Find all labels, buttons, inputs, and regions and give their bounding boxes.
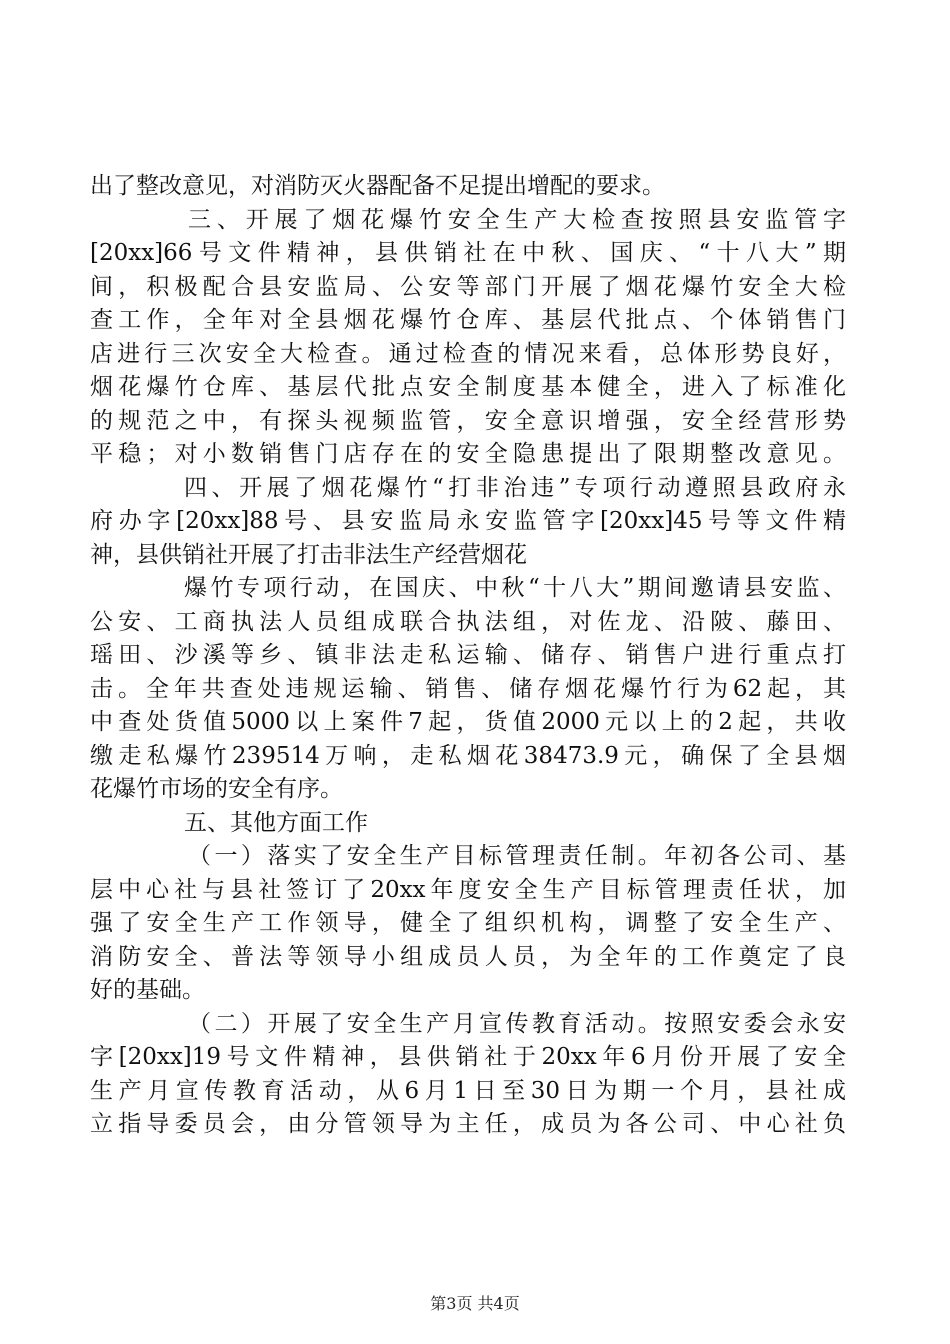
paragraph-line: （二）开展了安全生产月宣传教育活动。按照安委会永安 [188,1010,846,1037]
paragraph-line: 店进行三次安全大检查。通过检查的情况来看，总体形势良好， [90,340,846,367]
paragraph-line: 立指导委员会，由分管领导为主任，成员为各公司、中心社负 [90,1111,846,1137]
paragraph-line: 字[20xx]19号文件精神，县供销社于20xx年6月份开展了安全 [90,1044,846,1070]
paragraph-line: 缴走私爆竹239514万响，走私烟花38473.9元，确保了全县烟 [90,742,846,769]
paragraph-line: 生产月宣传教育活动，从6月1日至30日为期一个月，县社成 [90,1077,846,1104]
paragraph-line: 强了安全生产工作领导，健全了组织机构，调整了安全生产、 [90,910,846,936]
paragraph-line: 击。全年共查处违规运输、销售、储存烟花爆竹行为62起，其 [90,675,846,702]
paragraph-line: 烟花爆竹仓库、基层代批点安全制度基本健全，进入了标准化 [90,374,846,400]
paragraph-line: 府办字[20xx]88号、县安监局永安监管字[20xx]45号等文件精 [90,508,846,534]
paragraph-line: 瑶田、沙溪等乡、镇非法走私运输、储存、销售户进行重点打 [90,642,846,668]
paragraph-line: 间，积极配合县安监局、公安等部门开展了烟花爆竹安全大检 [90,273,846,300]
paragraph-line: 爆竹专项行动，在国庆、中秋“十八大”期间邀请县安监、 [184,575,846,601]
paragraph-line: （一）落实了安全生产目标管理责任制。年初各公司、基 [188,843,846,869]
paragraph-line: 神，县供销社开展了打击非法生产经营烟花 [90,541,527,568]
paragraph-line: [20xx]66号文件精神，县供销社在中秋、国庆、“十八大”期 [90,240,846,266]
paragraph-line: 中查处货值5000以上案件7起，货值2000元以上的2起，共收 [90,709,846,735]
paragraph-line: 花爆竹市场的安全有序。 [90,776,343,802]
section-heading: 五、其他方面工作 [184,809,368,836]
paragraph-line: 的规范之中，有探头视频监管，安全意识增强，安全经营形势 [90,407,846,434]
paragraph-line: 消防安全、普法等领导小组成员人员，为全年的工作奠定了良 [90,943,846,970]
page-footer: 第3页 共4页 [430,1294,520,1313]
paragraph-line: 查工作，全年对全县烟花爆竹仓库、基层代批点、个体销售门 [90,307,846,333]
paragraph-line: 出了整改意见，对消防灭火器配备不足提出增配的要求。 [90,173,665,199]
paragraph-line: 四、开展了烟花爆竹“打非治违”专项行动遵照县政府永 [184,474,846,501]
paragraph-line: 好的基础。 [90,977,205,1003]
paragraph-line: 层中心社与县社签订了20xx年度安全生产目标管理责任状，加 [90,876,846,903]
paragraph-line: 公安、工商执法人员组成联合执法组，对佐龙、沿陂、藤田、 [90,608,846,635]
paragraph-line: 三、开展了烟花爆竹安全生产大检查按照县安监管字 [188,206,846,233]
paragraph-line: 平稳；对小数销售门店存在的安全隐患提出了限期整改意见。 [90,441,846,467]
